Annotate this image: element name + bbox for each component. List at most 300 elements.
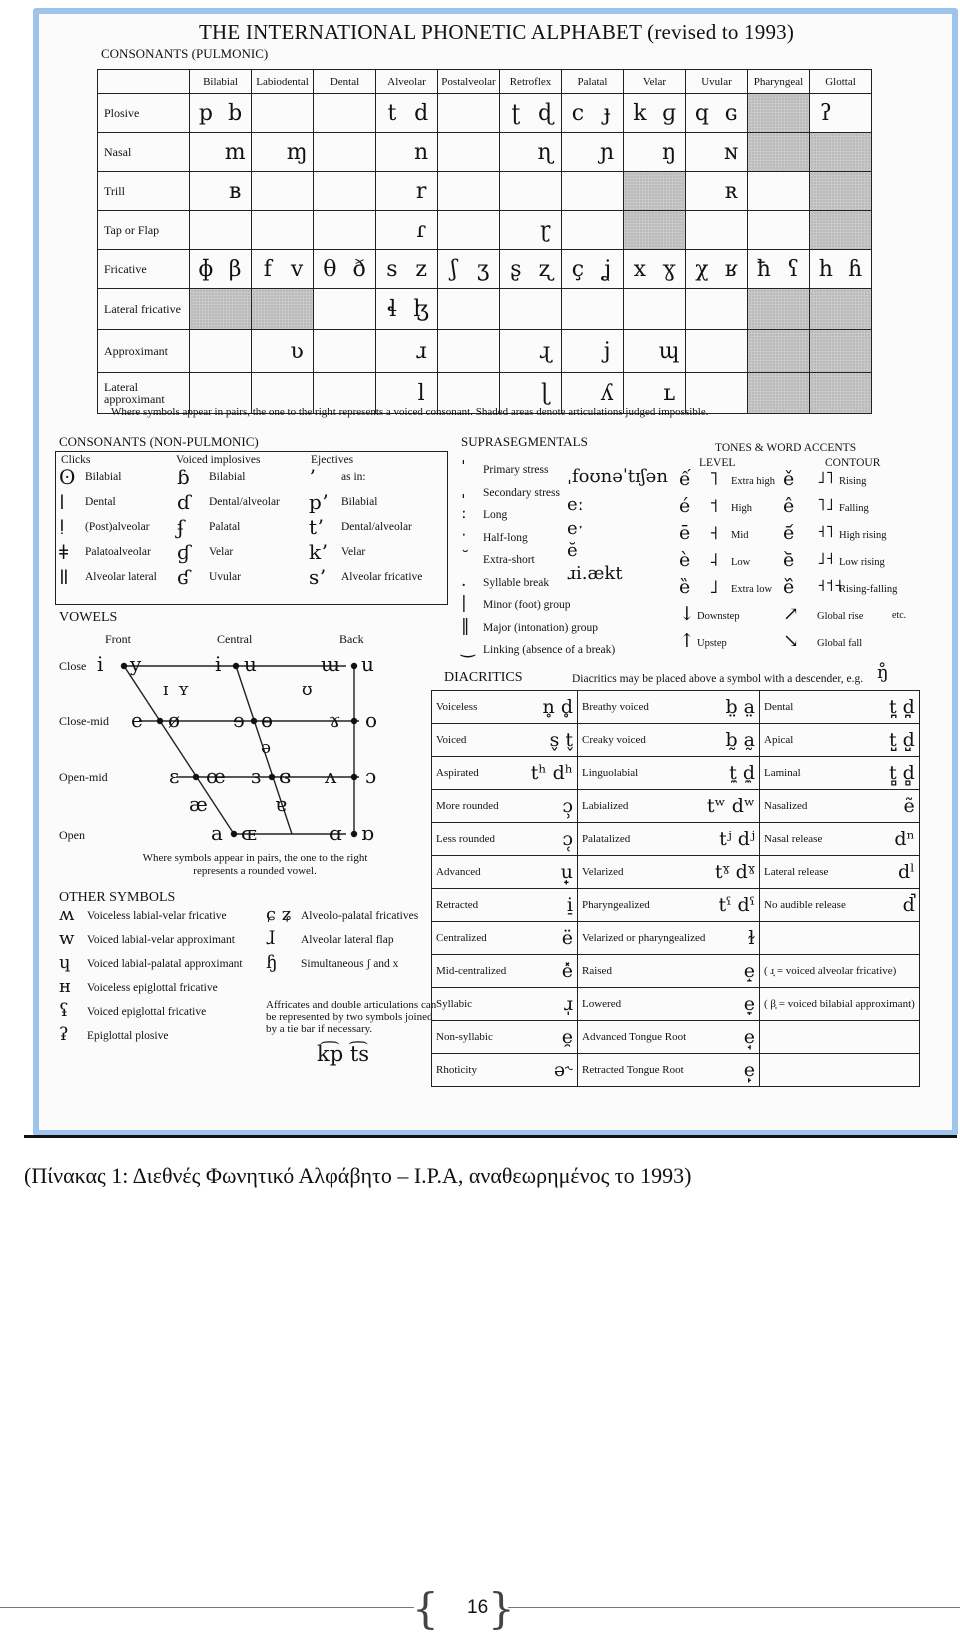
diacritic-row (432, 823, 920, 856)
click-symbol: ǂ (59, 540, 69, 564)
supra-label: Minor (foot) group (483, 599, 571, 611)
diacritic-label: Advanced Tongue Root (582, 1031, 687, 1043)
diacritic-cell-inner (436, 828, 573, 850)
ipa-symbol: ʀ (724, 178, 738, 204)
ipa-symbol: k (633, 100, 647, 126)
diacritic-symbol: tʷ dʷ (706, 795, 755, 817)
ipa-cell (748, 250, 810, 289)
col-header-bilabial: Bilabial (190, 70, 252, 94)
row-label: Nasal (98, 133, 190, 172)
diacritic-cell-inner (582, 1026, 755, 1048)
ipa-cell (500, 172, 562, 211)
diacritic-cell-inner (764, 762, 915, 784)
ipa-symbol: j (603, 338, 611, 364)
diacritic-label: ( ɹ̝ = voiced alveolar fricative) (764, 965, 897, 977)
diacritic-cell (760, 988, 920, 1021)
vowel-u: u (361, 652, 374, 676)
diacritic-cell-inner (764, 965, 915, 977)
diacritic-cell-inner (764, 861, 915, 883)
diacritic-symbol: tʲ dʲ (719, 828, 755, 850)
tone-letter: ˧˦˧ (817, 576, 843, 596)
diacritic-cell (432, 757, 578, 790)
diacritics-note: Diacritics may be placed above a symbol with a descender, e.g. (572, 673, 864, 685)
diacritic-symbol: t̻ d̻ (888, 762, 915, 784)
tone-label: Low rising (839, 557, 885, 568)
supra-example-syllable: ɹi.ækt (567, 563, 623, 584)
diacritic-row (432, 922, 920, 955)
diacritic-symbol: t̼ d̼ (729, 762, 755, 784)
vowel-openmid-label: Open-mid (59, 770, 108, 784)
ipa-symbol: ɰ (658, 338, 680, 364)
supra-example-stress: ˌfoʊnəˈtɪʃən (567, 466, 668, 487)
ipa-symbol: ɣ (662, 256, 676, 282)
row-label: Approximant (98, 330, 190, 373)
ipa-symbol: ɖ (538, 100, 553, 126)
diacritic-row (432, 889, 920, 922)
diacritic-label: More rounded (436, 800, 499, 812)
tone-vowel: ȅ (679, 576, 691, 598)
other-label: Voiced labial-velar approximant (87, 934, 235, 946)
diacritic-label: Centralized (436, 932, 487, 944)
tone-label: Global rise (817, 611, 864, 622)
diacritic-cell (760, 691, 920, 724)
ipa-cell (500, 330, 562, 373)
diacritic-cell-inner (436, 993, 573, 1015)
diacritic-label: Breathy voiced (582, 701, 649, 713)
vowel-e: e (131, 708, 143, 732)
other-label: Voiceless labial-velar fricative (87, 910, 227, 922)
diacritic-cell-inner (764, 828, 915, 850)
ipa-symbol: c (571, 100, 585, 126)
ipa-symbol: ʃ (450, 256, 457, 282)
supra-symbol: ‖ (461, 615, 470, 636)
ipa-symbol: m (224, 139, 246, 165)
supra-example-extrashort: ĕ (567, 540, 578, 561)
diacritic-row (432, 757, 920, 790)
ipa-cell (686, 172, 748, 211)
row-label: Tap or Flap (98, 211, 190, 250)
diacritic-symbol: b̤ a̤ (725, 696, 755, 718)
ipa-symbol: ɾ (416, 217, 427, 243)
diacritic-cell-inner (436, 894, 573, 916)
ipa-cell (624, 211, 686, 250)
other-symbol: ʢ (59, 1000, 69, 1021)
vowel-script-a: ɑ (329, 821, 342, 845)
ipa-cell (748, 289, 810, 330)
diacritics-table (431, 690, 920, 1087)
col-header-velar: Velar (624, 70, 686, 94)
diacritic-cell (578, 955, 760, 988)
diacritic-label: Voiceless (436, 701, 478, 713)
diacritic-cell-inner (582, 993, 755, 1015)
diacritic-cell (432, 988, 578, 1021)
ipa-cell (562, 250, 624, 289)
diacritic-symbol: b̰ a̰ (725, 729, 755, 751)
other-label: Alveolo-palatal fricatives (301, 910, 419, 922)
diacritic-cell (578, 757, 760, 790)
footer-brace-left: { (412, 1584, 439, 1633)
diacritic-label: Apical (764, 734, 794, 746)
click-symbol: ǃ (59, 515, 65, 539)
footer-line-right (508, 1607, 960, 1608)
diacritic-symbol: tˤ dˤ (718, 894, 755, 916)
vowel-turned-a: ɐ (275, 792, 287, 816)
diacritic-cell (432, 691, 578, 724)
ipa-symbol: ħ (756, 256, 771, 282)
supra-label: Half-long (483, 531, 528, 544)
diacritic-label: Labialized (582, 800, 629, 812)
vowel-y: y (130, 652, 142, 676)
supra-label: Major (intonation) group (483, 621, 598, 634)
tone-vowel: ế (679, 468, 691, 490)
tone-vowel: e᷈ (783, 576, 795, 598)
implosive-symbol: ʛ (177, 565, 191, 589)
tone-vowel: e᷅ (783, 549, 795, 571)
ipa-symbol: s (386, 256, 398, 282)
implosive-symbol: ɗ (177, 490, 191, 514)
footer-brace-right: } (488, 1584, 515, 1633)
diacritic-cell (760, 856, 920, 889)
ipa-symbol: ɟ (603, 100, 611, 126)
diacritic-cell (760, 724, 920, 757)
tones-level: LEVEL (699, 457, 736, 469)
diacritics-heading: DIACRITICS (444, 670, 523, 685)
click-label: Bilabial (85, 471, 122, 483)
implosive-label: Palatal (209, 521, 241, 533)
ipa-symbol: ʋ (290, 338, 304, 364)
supra-symbol: . (461, 570, 467, 591)
tone-letter: ˩˧ (817, 549, 834, 569)
diacritic-cell (432, 724, 578, 757)
tone-label: High rising (839, 530, 887, 541)
diacritic-label: Mid-centralized (436, 965, 507, 977)
ipa-cell (686, 289, 748, 330)
vowel-closemid-label: Close-mid (59, 714, 109, 728)
diacritic-row (432, 724, 920, 757)
pulmonic-note: Where symbols appear in pairs, the one to the right represents a voiced consonant. Shaded areas denote articulations judged impossible. (111, 406, 709, 418)
diacritic-cell-inner (436, 1059, 573, 1081)
ipa-cell (500, 133, 562, 172)
supra-symbol: | (461, 593, 467, 613)
diacritic-cell (760, 1021, 920, 1054)
other-symbol: ɺ (266, 928, 276, 949)
row-label: Fricative (98, 250, 190, 289)
ipa-symbol: f (263, 256, 272, 282)
supra-symbol: ˌ (461, 480, 466, 501)
col-header-retroflex: Retroflex (500, 70, 562, 94)
ipa-symbol: ɲ (600, 139, 615, 165)
tone-vowel: ↗ (783, 603, 799, 625)
diacritic-symbol: dˡ (898, 861, 915, 883)
diacritic-label: Nasalized (764, 800, 808, 812)
tone-vowel: ê (783, 495, 795, 517)
diacritic-cell-inner (436, 1026, 573, 1048)
click-label: Dental (85, 496, 116, 508)
diacritic-label: Retracted (436, 899, 479, 911)
col-implosives: Voiced implosives (176, 454, 261, 466)
other-symbol: ʡ (59, 1024, 69, 1045)
implosive-symbol: ʄ (177, 515, 185, 539)
diacritic-symbol: t̪ d̪ (888, 696, 915, 718)
diacritic-label: Less rounded (436, 833, 495, 845)
ipa-cell (748, 211, 810, 250)
vowel-a: a (211, 821, 223, 845)
vowel-open-o: ɔ (365, 764, 377, 788)
other-label: Simultaneous ʃ and x (301, 958, 399, 970)
diacritic-cell-inner (582, 795, 755, 817)
implosive-symbol: ɓ (177, 465, 190, 489)
ipa-cell (562, 172, 624, 211)
ipa-cell (686, 330, 748, 373)
diacritic-cell (760, 889, 920, 922)
ipa-cell (686, 211, 748, 250)
diacritic-cell-inner (582, 927, 755, 949)
figure-caption: (Πίνακας 1: Διεθνές Φωνητικό Αλφάβητο – I.P.A, αναθεωρημένος το 1993) (24, 1163, 692, 1188)
ipa-symbol: ɭ (541, 380, 550, 406)
ipa-cell (562, 211, 624, 250)
ejective-symbol: sʼ (309, 565, 326, 589)
vowel-closed-rev-epsilon: ɞ (279, 764, 292, 788)
diacritic-row (432, 955, 920, 988)
diacritic-cell-inner (436, 861, 573, 883)
diacritic-cell (432, 1054, 578, 1087)
diacritic-cell-inner (582, 861, 755, 883)
ipa-cell (500, 211, 562, 250)
diacritic-label: Retracted Tongue Root (582, 1064, 684, 1076)
ejective-symbol: pʼ (309, 490, 329, 514)
ipa-symbol: ɬ (386, 296, 397, 322)
vowel-barred-i: ɨ (215, 652, 222, 676)
page-number: 16 (467, 1597, 489, 1618)
ipa-symbol: ʂ (510, 256, 522, 282)
other-label: Alveolar lateral flap (301, 934, 394, 946)
diacritic-label: Lowered (582, 998, 622, 1010)
tone-label: Extra high (731, 476, 776, 487)
ipa-cell (686, 250, 748, 289)
ejective-symbol: kʼ (309, 540, 328, 564)
diacritic-cell (760, 922, 920, 955)
tone-vowel: ↓ (679, 603, 695, 625)
ipa-cell (500, 250, 562, 289)
ipa-symbol: ɴ (724, 139, 739, 165)
vowel-o-slash: ø (168, 708, 181, 732)
diacritic-cell (578, 790, 760, 823)
tone-vowel: ē (679, 522, 691, 544)
ejective-label: Velar (341, 546, 366, 558)
diacritic-cell-inner (582, 696, 755, 718)
diacritic-label: Aspirated (436, 767, 479, 779)
ipa-symbol: θ (323, 256, 337, 282)
chart-title: THE INTERNATIONAL PHONETIC ALPHABET (revised to 1993) (199, 20, 795, 44)
ipa-symbol: ʔ (819, 100, 832, 126)
diacritic-label: Velarized or pharyngealized (582, 932, 706, 944)
other-symbol: ɧ (266, 952, 278, 973)
diacritic-label: Laminal (764, 767, 801, 779)
tone-label: Low (731, 557, 751, 568)
vowel-barred-u: ʉ (244, 652, 257, 676)
diacritic-symbol: ə˞ (553, 1059, 573, 1081)
diacritic-cell (760, 757, 920, 790)
diacritic-label: Non-syllabic (436, 1031, 493, 1043)
diacritic-symbol: dⁿ (894, 828, 915, 850)
implosive-symbol: ɠ (177, 540, 191, 564)
ipa-symbol: ʝ (603, 256, 612, 282)
vowel-schwa: ə (261, 738, 272, 758)
ipa-cell (810, 133, 872, 172)
diacritic-cell-inner (582, 894, 755, 916)
ipa-cell (624, 133, 686, 172)
vowel-epsilon: ɛ (169, 764, 180, 788)
diacritic-cell-inner (582, 1059, 755, 1081)
ipa-symbol: h (818, 256, 833, 282)
tone-letter: ˧ (709, 522, 719, 544)
ipa-cell (810, 172, 872, 211)
ipa-symbol: ɸ (198, 256, 214, 282)
diacritic-symbol: tʰ dʰ (530, 762, 573, 784)
tone-letter: ˧˥ (817, 522, 834, 542)
diacritic-cell-inner (764, 894, 915, 916)
ipa-symbol: ð (352, 256, 366, 282)
diacritic-cell (578, 724, 760, 757)
other-label: Voiced labial-palatal approximant (87, 958, 243, 970)
diacritic-row (432, 1054, 920, 1087)
diacritic-symbol: e̞ (743, 993, 755, 1015)
diacritic-cell (432, 1021, 578, 1054)
supra-label: Linking (absence of a break) (483, 644, 616, 656)
supra-label: Long (483, 509, 508, 521)
implosive-label: Velar (209, 546, 234, 558)
ipa-cell (810, 373, 872, 414)
ipa-cell (624, 289, 686, 330)
supra-label: Secondary stress (483, 486, 560, 499)
diacritic-cell (578, 988, 760, 1021)
diacritic-label: Syllabic (436, 998, 473, 1010)
ipa-symbol: ç (571, 256, 585, 282)
ipa-cell (748, 373, 810, 414)
ejective-label: Bilabial (341, 496, 378, 508)
tone-letter: ˥˩ (817, 495, 834, 515)
diacritic-cell-inner (436, 729, 573, 751)
diacritic-label: Lateral release (764, 866, 829, 878)
ipa-cell (748, 133, 810, 172)
ipa-cell (748, 172, 810, 211)
vowel-o: o (365, 708, 378, 732)
diacritics-note-example: ŋ̊ (877, 662, 889, 683)
vowel-i: i (97, 652, 104, 676)
diacritic-symbol: n̥ d̥ (542, 696, 573, 718)
tone-vowel: ↘ (783, 630, 799, 652)
click-symbol: ǁ (59, 565, 69, 589)
tone-label: Rising-falling (839, 584, 898, 595)
supra-symbol: ˈ (461, 458, 466, 478)
diacritic-cell (432, 790, 578, 823)
other-symbol: ɕ ʑ (266, 904, 292, 925)
ipa-cell (562, 330, 624, 373)
tone-label: Falling (839, 503, 869, 514)
other-symbol: w (59, 928, 75, 949)
ipa-cell (562, 133, 624, 172)
diacritic-symbol: e̯ (561, 1026, 573, 1048)
vowel-turned-script-a: ɒ (361, 821, 374, 845)
col-header-postalveolar: Postalveolar (438, 70, 500, 94)
ipa-symbol: v (290, 256, 304, 282)
diacritic-cell-inner (764, 696, 915, 718)
ipa-symbol: b (228, 100, 243, 126)
ejective-label: Dental/alveolar (341, 521, 412, 533)
diacritic-cell-inner (582, 762, 755, 784)
ipa-symbol: ʁ (724, 256, 738, 282)
col-header-dental: Dental (314, 70, 376, 94)
other-symbol: ɥ (59, 952, 71, 973)
tone-vowel: ↑ (679, 630, 695, 652)
other-label: Voiced epiglottal fricative (87, 1006, 207, 1018)
row-label: Lateral fricative (98, 289, 190, 330)
other-symbol: ʍ (59, 904, 75, 925)
tone-vowel: e᷄ (783, 522, 795, 544)
ipa-symbol: ʟ (663, 380, 676, 406)
diacritic-cell-inner (764, 795, 915, 817)
ipa-symbol: t (387, 100, 397, 126)
other-label: Epiglottal plosive (87, 1030, 169, 1042)
col-clicks: Clicks (61, 454, 91, 466)
supra-label: Syllable break (483, 576, 550, 589)
vowel-small-i: ɪ (163, 680, 169, 700)
diacritic-cell (760, 1054, 920, 1087)
col-header-alveolar: Alveolar (376, 70, 438, 94)
diacritic-label: Linguolabial (582, 767, 639, 779)
ipa-symbol: ɱ (286, 139, 308, 165)
vowels-heading: VOWELS (59, 610, 118, 625)
click-label: Palatoalveolar (85, 546, 151, 558)
tone-letter: ˩ (709, 576, 719, 598)
row-label: Trill (98, 172, 190, 211)
diacritic-symbol: tˠ dˠ (714, 861, 755, 883)
tone-label: Upstep (697, 638, 727, 649)
vowel-unrounded-u: ɯ (321, 652, 340, 676)
ipa-chart-image (33, 8, 958, 1136)
diacritic-cell (760, 823, 920, 856)
tone-label: Rising (839, 476, 867, 487)
supra-heading: SUPRASEGMENTALS (461, 434, 588, 449)
ipa-cell (624, 172, 686, 211)
diacritic-row (432, 691, 920, 724)
diacritic-symbol: ɹ̩ (563, 993, 573, 1015)
implosive-label: Uvular (209, 571, 241, 583)
tone-label: Extra low (731, 584, 773, 595)
supra-symbol: ˘ (461, 548, 470, 568)
diacritic-cell-inner (764, 729, 915, 751)
affricate-note: Affricates and double articulations can be represented by two symbols joined by a tie bar if necessary. (266, 999, 437, 1035)
diacritic-symbol: u̟ (560, 861, 573, 883)
tone-vowel: è (679, 549, 691, 571)
diacritic-symbol: e̝ (743, 960, 755, 982)
ipa-symbol: z (415, 256, 427, 282)
ipa-cell (562, 289, 624, 330)
supra-example-long: eː (567, 494, 584, 515)
diacritic-cell (432, 922, 578, 955)
diacritic-label: Velarized (582, 866, 624, 878)
diacritic-symbol: e̙ (743, 1059, 755, 1081)
diacritic-cell-inner (582, 828, 755, 850)
diacritic-cell-inner (436, 927, 573, 949)
ipa-symbol: ʐ (538, 256, 552, 282)
tie-bar-examples: k͡p t͡s (317, 1042, 370, 1066)
ipa-cell (500, 94, 562, 133)
supra-label: Extra-short (483, 554, 535, 566)
tones-etc: etc. (892, 610, 907, 621)
tone-letter: ˨ (709, 549, 719, 571)
supra-symbol: ˑ (461, 525, 467, 546)
